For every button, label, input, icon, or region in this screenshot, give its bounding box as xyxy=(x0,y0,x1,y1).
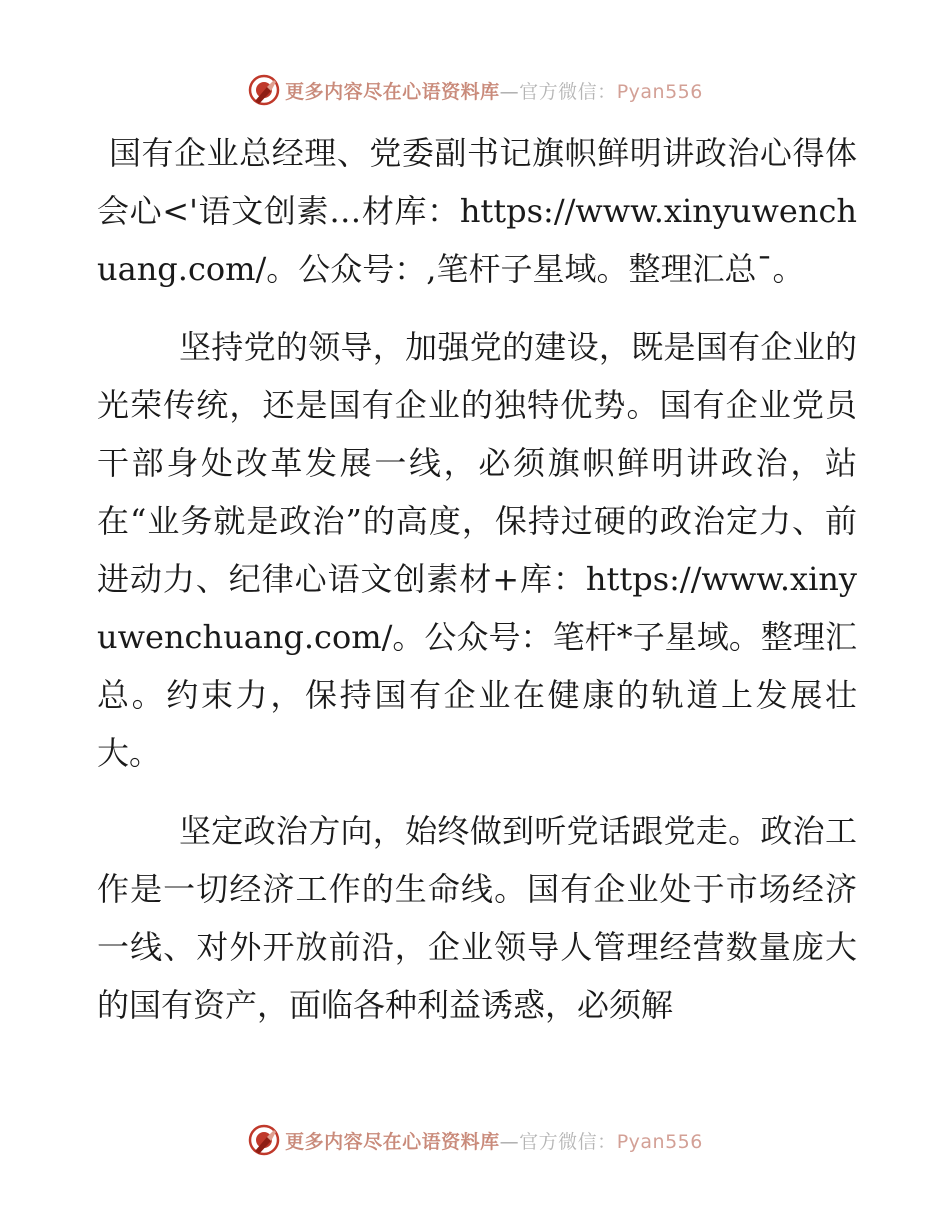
paragraph-title: 国有企业总经理、党委副书记旗帜鲜明讲政治心得体会心<'语文创素…材库：https://www.xinyuwenchuang.com/。公众号：,笔杆子星域。整理汇总¯。 xyxy=(97,134,857,288)
watermark-separator: — xyxy=(499,80,520,103)
watermark-main: 更多内容尽在心语资料库 xyxy=(285,1130,500,1153)
document-body xyxy=(97,124,857,1034)
watermark-text xyxy=(285,77,703,104)
watermark-main: 更多内容尽在心语资料库 xyxy=(285,80,500,103)
paragraph-1: 坚持党的领导，加强党的建设，既是国有企业的光荣传统，还是国有企业的独特优势。国有企业党员干部身处改革发展一线，必须旗帜鲜明讲政治，站在“业务就是政治”的高度，保持过硬的政治定力、前进动力、纪律心语文创素材+库：https://www.xinyuwenchuang.com/。公众号：笔杆*子星域。整理汇总。约束力，保持国有企业在健康的轨道上发展壮大。 xyxy=(97,328,857,772)
watermark-separator: — xyxy=(499,1130,520,1153)
watermark-id: Pyan556 xyxy=(616,80,703,103)
watermark-id: Pyan556 xyxy=(616,1130,703,1153)
watermark-label: 官方微信： xyxy=(519,80,617,103)
pen-logo-icon xyxy=(247,1123,281,1157)
watermark-label: 官方微信： xyxy=(519,1130,617,1153)
pen-logo-icon xyxy=(247,73,281,107)
paragraph-2: 坚定政治方向，始终做到听党话跟党走。政治工作是一切经济工作的生命线。国有企业处于市场经济一线、对外开放前沿，企业领导人管理经营数量庞大的国有资产，面临各种利益诱惑，必须解 xyxy=(97,812,857,1024)
watermark-text xyxy=(285,1127,703,1154)
footer-watermark xyxy=(0,1120,950,1160)
header-watermark xyxy=(0,70,950,110)
